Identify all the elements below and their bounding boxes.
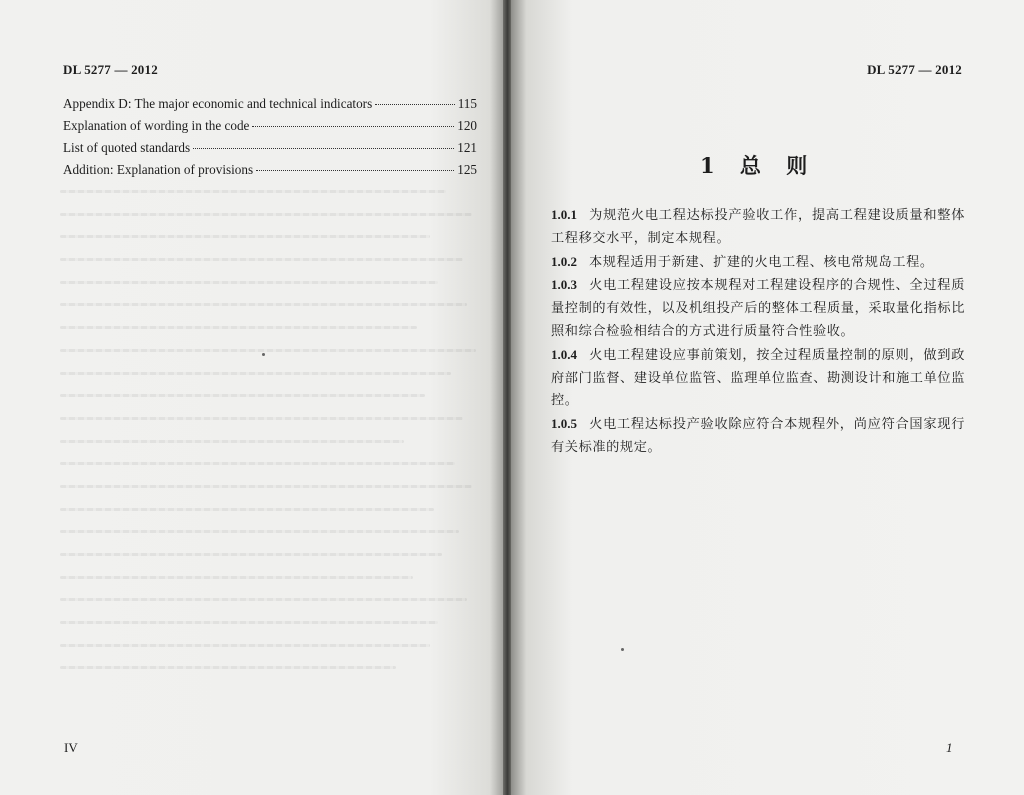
toc-entry-page: 121 — [457, 140, 477, 155]
toc-entry-title: Explanation of wording in the code — [63, 118, 250, 133]
toc-entry-title: Addition: Explanation of provisions — [63, 162, 254, 177]
table-of-contents — [63, 96, 477, 184]
right-page-header: DL 5277 — 2012 — [867, 62, 962, 77]
toc-entry[interactable] — [63, 140, 477, 162]
clause-number: 1.0.3 — [551, 277, 577, 293]
toc-entry[interactable] — [63, 162, 477, 184]
clause-number: 1.0.2 — [551, 253, 577, 269]
clause-item — [551, 274, 965, 343]
clause-item — [551, 204, 965, 251]
clause-list — [551, 204, 965, 460]
toc-entry-page: 115 — [457, 96, 477, 111]
toc-leader-dots — [375, 104, 455, 105]
bleed-through-texture — [60, 190, 480, 689]
clause-number: 1.0.4 — [551, 346, 577, 362]
chapter-title: 1 总 则 — [700, 153, 817, 178]
clause-number: 1.0.1 — [551, 207, 577, 222]
left-page — [0, 0, 505, 795]
left-page-number: IV — [64, 740, 78, 755]
scan-speck — [621, 648, 624, 651]
left-page-header: DL 5277 — 2012 — [63, 62, 158, 77]
clause-text: 火电工程建设应事前策划，按全过程质量控制的原则，做到政府部门监督、建设单位监管、监理单位监查、勘测设计和施工单位监控。 — [551, 347, 965, 409]
toc-entry[interactable] — [63, 118, 477, 140]
toc-entry-title: List of quoted standards — [63, 140, 191, 155]
clause-text: 火电工程达标投产验收除应符合本规程外，尚应符合国家现行有关标准的规定。 — [551, 417, 965, 455]
toc-entry[interactable] — [63, 96, 477, 118]
toc-entry-page: 125 — [457, 162, 477, 177]
clause-text: 本规程适用于新建、扩建的火电工程、核电常规岛工程。 — [589, 254, 934, 270]
clause-number: 1.0.5 — [551, 416, 577, 432]
clause-item — [551, 344, 965, 413]
toc-leader-dots — [193, 148, 454, 149]
toc-entry-title: Appendix D: The major economic and technical indicators — [63, 96, 373, 111]
right-page-number: 1 — [946, 740, 953, 755]
clause-text: 为规范火电工程达标投产验收工作，提高工程建设质量和整体工程移交水平，制定本规程。 — [551, 208, 965, 246]
clause-item — [551, 251, 965, 275]
toc-entry-page: 120 — [457, 118, 477, 133]
clause-text: 火电工程建设应按本规程对工程建设程序的合规性、全过程质量控制的有效性，以及机组投产后的整体工程质量，采取量化指标比照和综合检验相结合的方式进行质量符合性验收。 — [551, 278, 965, 339]
scan-speck — [262, 353, 265, 356]
toc-leader-dots — [252, 126, 454, 127]
toc-leader-dots — [256, 170, 454, 171]
clause-item — [551, 413, 965, 460]
